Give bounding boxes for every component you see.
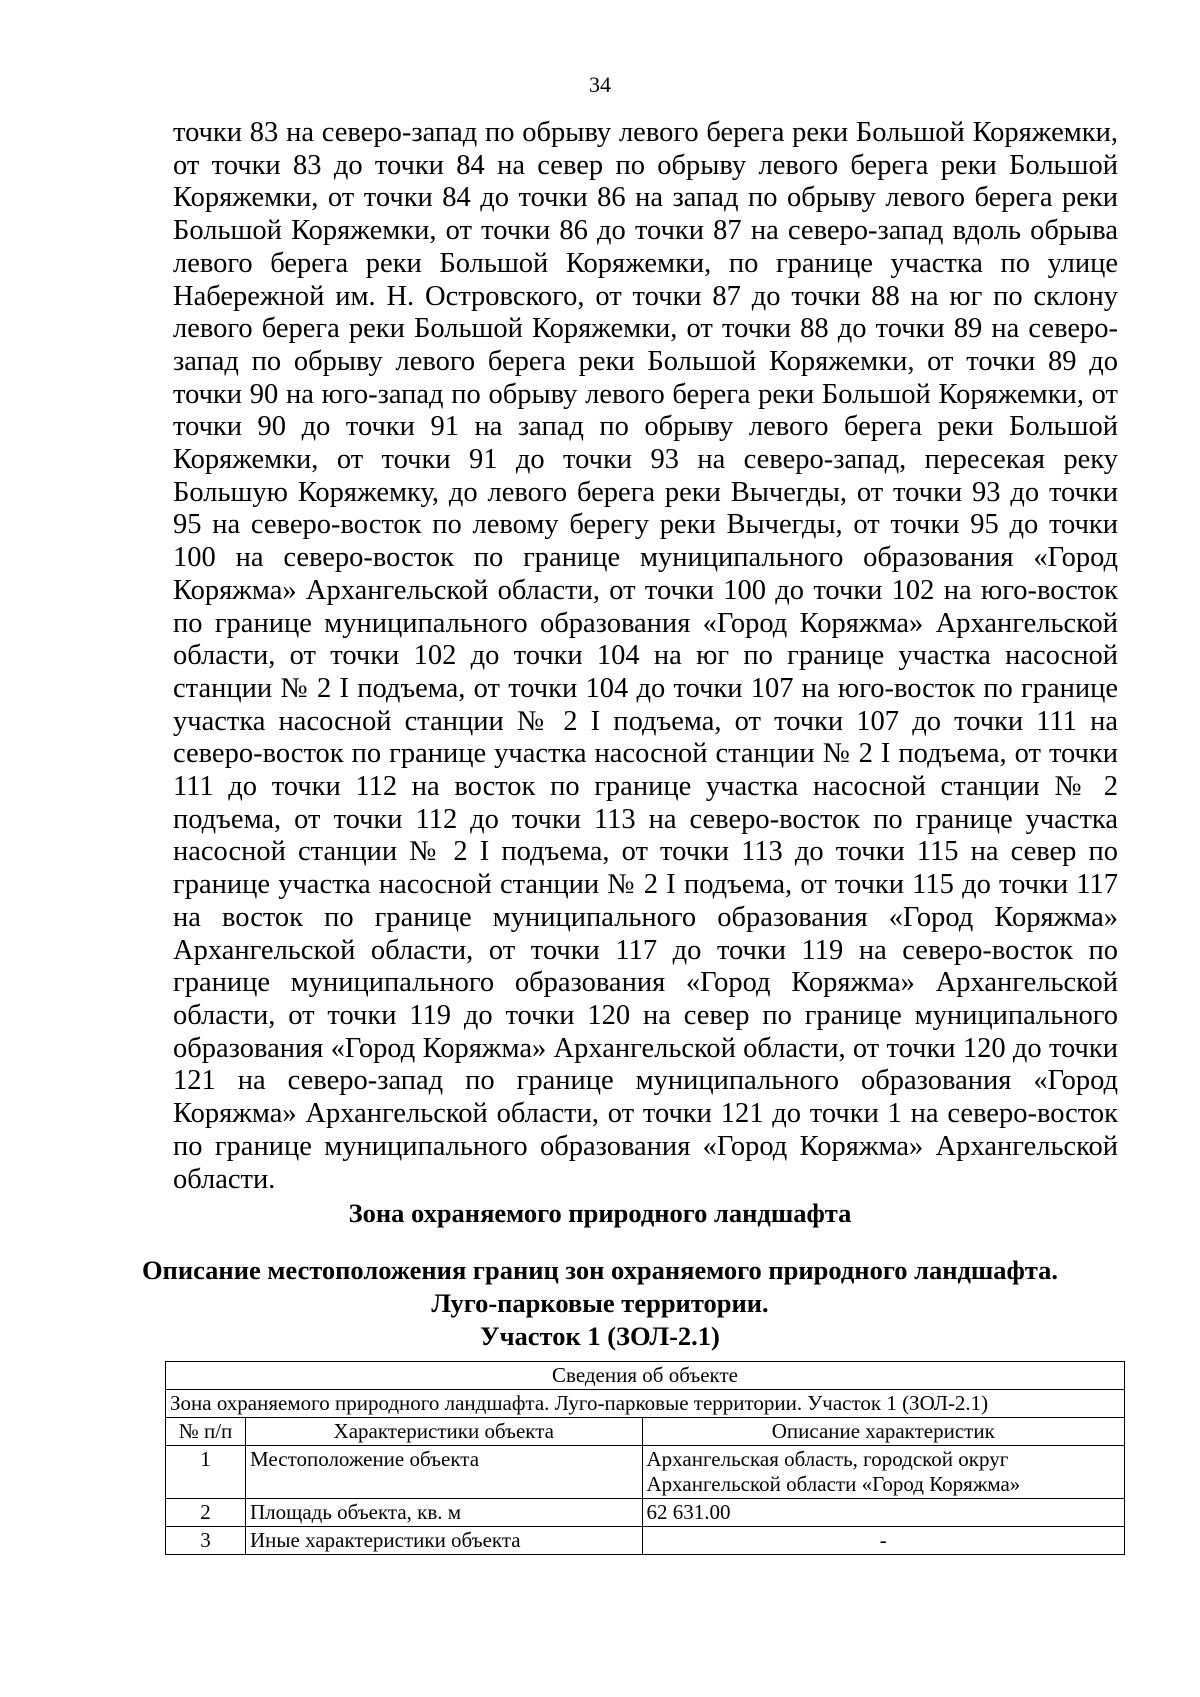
description-heading bbox=[120, 1254, 1080, 1353]
object-info-table bbox=[165, 1361, 1125, 1555]
header-characteristics: Характеристики объекта bbox=[246, 1418, 643, 1446]
table-row bbox=[166, 1499, 1125, 1527]
row-description-line-2: Архангельской области «Город Коряжма» bbox=[646, 1472, 1021, 1496]
table-row bbox=[166, 1446, 1125, 1499]
zone-heading: Зона охраняемого природного ландшафта bbox=[348, 1198, 852, 1228]
row-description bbox=[642, 1446, 1124, 1499]
table-row bbox=[166, 1527, 1125, 1555]
row-characteristic: Местоположение объекта bbox=[246, 1446, 643, 1499]
body-paragraph: точки 83 на северо-запад по обрыву левого берега реки Большой Коряжемки, от точки 83 до точки 84 на север по обрыву левого берега реки Большой Коряжемки, от точки 84 до точки 86 на запад по обрыву левого берега реки Большой Коряжемки, от точки 86 до точки 87 на северо-запад вдоль обрыва левого берега реки Большой Коряжемки, по границе участка по улице Набережной им. Н. Островского, от точки 87 до точки 88 на юг по склону левого берега реки Большой Коряжемки, от точки 88 до точки 89 на северо-запад по обрыву левого берега реки Большой Коряжемки, от точки 89 до точки 90 на юго-запад по обрыву левого берега реки Большой Коряжемки, от точки 90 до точки 91 на запад по обрыву левого берега реки Большой Коряжемки, от точки 91 до точки 93 на северо-запад, пересекая реку Большую Коряжемку, до левого берега реки Вычегды, от точки 93 до точки 95 на северо-восток по левому берегу реки Вычегды, от точки 95 до точки 100 на северо-восток по границе муниципального образования «Город Коряжма» Архангельской области, от точки 100 до точки 102 на юго-восток по границе муниципального образования «Город Коряжма» Архангельской области, от точки 102 до точки 104 на юг по границе участка насосной станции № 2 I подъема, от точки 104 до точки 107 на юго-восток по границе участка насосной станции № 2 I подъема, от точки 107 до точки 111 на северо-восток по границе участка насосной станции № 2 I подъема, от точки 111 до точки 112 на восток по границе участка насосной станции № 2 подъема, от точки 112 до точки 113 на северо-восток по границе участка насосной станции № 2 I подъема, от точки 113 до точки 115 на север по границе участка насосной станции № 2 I подъема, от точки 115 до точки 117 на восток по границе муниципального образования «Город Коряжма» Архангельской области, от точки 117 до точки 119 на северо-восток по границе муниципального образования «Город Коряжма» Архангельской области, от точки 119 до точки 120 на север по границе муниципального образования «Город Коряжма» Архангельской области, от точки 120 до точки 121 на северо-запад по границе муниципального образования «Город Коряжма» Архангельской области, от точки 121 до точки 1 на северо-восток по границе муниципального образования «Город Коряжма» Архангельской области. bbox=[173, 117, 1118, 1195]
description-heading-line-1: Описание местоположения границ зон охраняемого природного ландшафта. bbox=[141, 1255, 1059, 1285]
table-title: Сведения об объекте bbox=[166, 1362, 1125, 1390]
row-characteristic: Иные характеристики объекта bbox=[246, 1527, 643, 1555]
row-number: 2 bbox=[166, 1499, 246, 1527]
page-number: 34 bbox=[589, 72, 611, 97]
row-number: 1 bbox=[166, 1446, 246, 1499]
table-subtitle-row bbox=[166, 1390, 1125, 1418]
row-description-line-1: Архангельская область, городской округ bbox=[646, 1447, 1009, 1471]
row-characteristic: Площадь объекта, кв. м bbox=[246, 1499, 643, 1527]
table-header-row bbox=[166, 1418, 1125, 1446]
description-heading-line-3: Участок 1 (ЗОЛ-2.1) bbox=[480, 1321, 720, 1351]
table-subtitle: Зона охраняемого природного ландшафта. Луго-парковые территории. Участок 1 (ЗОЛ-2.1) bbox=[166, 1390, 1125, 1418]
row-description: 62 631.00 bbox=[642, 1499, 1124, 1527]
header-description: Описание характеристик bbox=[642, 1418, 1124, 1446]
header-number: № п/п bbox=[166, 1418, 246, 1446]
description-heading-line-2: Луго-парковые территории. bbox=[431, 1288, 769, 1318]
row-number: 3 bbox=[166, 1527, 246, 1555]
table-title-row bbox=[166, 1362, 1125, 1390]
row-description: - bbox=[642, 1527, 1124, 1555]
boundary-description-text bbox=[173, 117, 1118, 1196]
